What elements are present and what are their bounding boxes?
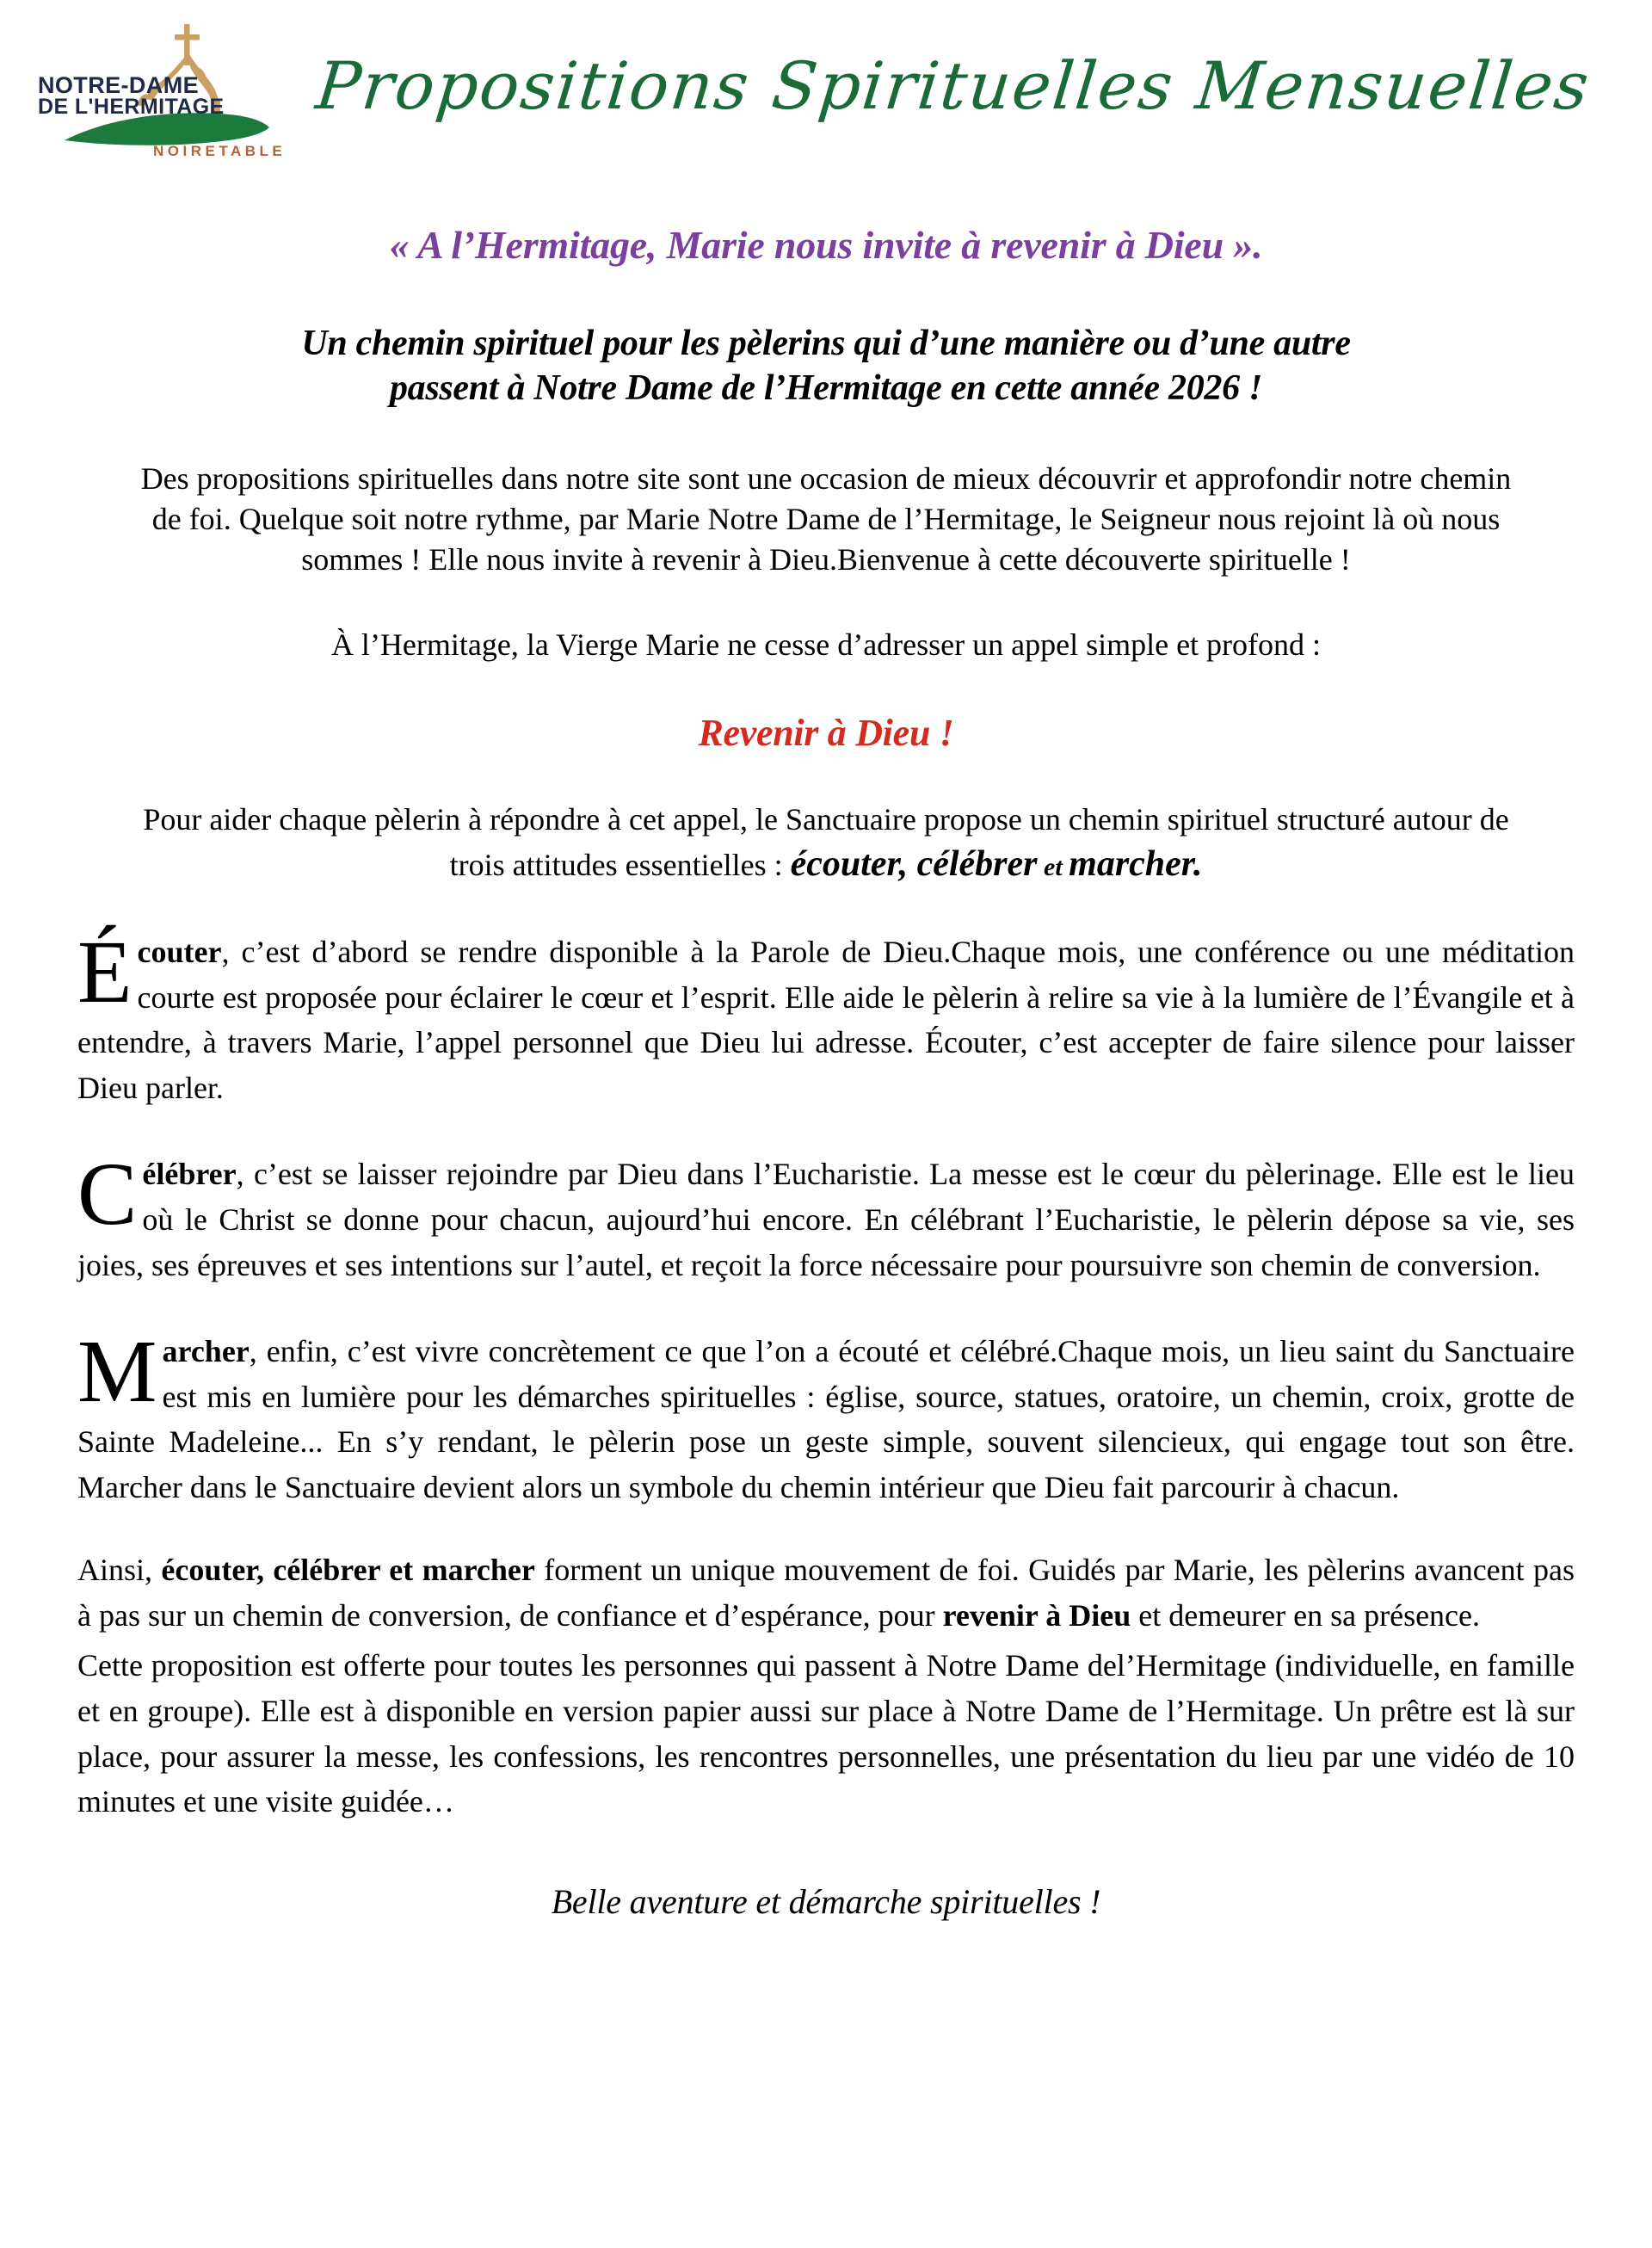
lead-word-celebrer: élébrer	[142, 1157, 237, 1192]
attitude-conjunction: et	[1037, 852, 1069, 881]
dropcap-celebrer: C	[77, 1145, 138, 1244]
body-text-marcher: , enfin, c’est vivre concrètement ce que l’on a écouté et célébré.Chaque mois, un lieu saint du Sanctuaire est mis en lumière pour les démarches spirituelles : église, source, statues, oratoire, un chemin, croix, grotte de Sainte Madeleine... En s’y rendant, le pèlerin pose un geste simple, souvent silencieux, qui engage tout son être. Marcher dans le Sanctuaire devient alors un symbole du chemin intérieur que Dieu fait parcourir à chacun.	[77, 1334, 1575, 1504]
logo-line3-text: NOIRETABLE	[153, 143, 287, 159]
revenir-a-dieu-callout	[0, 711, 1652, 755]
document-header	[0, 0, 1652, 172]
logo-line2-text: DE L'HERMITAGE	[38, 95, 225, 119]
paragraph-informations-pratiques: Cette proposition est offerte pour toutes les personnes qui passent à Notre Dame del’Hermitage (individuelle, en famille et en groupe). Elle est à disponible en version papier aussi sur place à Notre Dame de l’Hermitage. Un prêtre est là sur place, pour assurer la messe, les confessions, les rencontres personnelles, une présentation du lieu par une vidéo de 10 minutes et une visite guidée…	[77, 1648, 1575, 1819]
synthese-bold-revenir: revenir à Dieu	[942, 1597, 1131, 1633]
three-attitudes-emphasis	[791, 844, 1203, 884]
dropcap-ecouter: É	[77, 923, 133, 1022]
lead-word-marcher: archer	[162, 1334, 250, 1369]
revenir-a-dieu-text: Revenir à Dieu	[698, 712, 931, 755]
subtitle-line-2: passent à Notre Dame de l’Hermitage en cette année 2026 !	[389, 368, 1263, 409]
paragraph-ecouter	[77, 923, 1575, 1110]
paragraph-marcher	[77, 1322, 1575, 1510]
synthese-bold-attitudes: écouter, célébrer et marcher	[161, 1553, 535, 1588]
paragraph-synthese	[77, 1547, 1575, 1638]
synthese-text-c: et demeurer en sa présence.	[1131, 1597, 1481, 1633]
three-attitudes-lead-in	[120, 800, 1532, 888]
intro-paragraph: Des propositions spirituelles dans notre site sont une occasion de mieux découvrir et approfondir notre chemin de foi. Quelque soit notre rythme, par Marie Notre Dame de l’Hermitage, le Seigneur nous rejoint là où nous sommes ! Elle nous invite à revenir à Dieu.Bienvenue à cette découverte spirituelle !	[140, 461, 1512, 577]
document-title: Propositions Spirituelles Mensuelles	[312, 47, 1594, 124]
synthese-text-a: Ainsi,	[77, 1553, 162, 1588]
closing-line: Belle aventure et démarche spirituelles !	[551, 1881, 1101, 1921]
subtitle-line-1: Un chemin spirituel pour les pèlerins qui d’une manière ou d’une autre	[301, 324, 1351, 363]
body-text-celebrer: , c’est se laisser rejoindre par Dieu dans l’Eucharistie. La messe est le cœur du pèlerinage. Elle est le lieu où le Christ se donne pour chacun, aujourd’hui encore. En célébrant l’Eucharistie, le pèlerin dépose sa vie, ses joies, ses épreuves et ses intentions sur l’autel, et reçoit la force nécessaire pour poursuivre son chemin de conversion.	[77, 1157, 1575, 1282]
logo-line1-text: NOTRE-DAME	[38, 72, 199, 98]
lead-in-prefix-text: Pour aider chaque pèlerin à répondre à cet appel, le Sanctuaire propose un chemin spirituel structuré autour de trois attitudes essentielles :	[143, 802, 1509, 882]
body-text-ecouter: , c’est d’abord se rendre disponible à la Parole de Dieu.Chaque mois, une conférence ou une méditation courte est proposée pour éclairer le cœur et l’esprit. Elle aide le pèlerin à relire sa vie à la lumière de l’Évangile et à entendre, à travers Marie, l’appel personnel que Dieu lui adresse. Écouter, c’est accepter de faire silence pour laisser Dieu parler.	[77, 935, 1575, 1105]
attitude-marcher: marcher	[1069, 843, 1193, 884]
attitude-ecouter-celebrer: écouter, célébrer	[790, 843, 1038, 884]
paragraph-celebrer	[77, 1145, 1575, 1288]
synthese-text-b: forment un unique mouvement de foi. Guidés par Marie, les pèlerins avancent pas à pas sur un chemin de conversion, de confiance et d’espérance, pour	[77, 1553, 1575, 1633]
appel-line: À l’Hermitage, la Vierge Marie ne cesse d’adresser un appel simple et profond :	[330, 627, 1322, 662]
main-quote-heading: « A l’Hermitage, Marie nous invite à revenir à Dieu ».	[389, 223, 1263, 267]
revenir-a-dieu-exclamation: !	[930, 712, 954, 755]
logo-artwork	[15, 4, 317, 168]
dropcap-marcher: M	[77, 1322, 157, 1422]
attitude-period: .	[1193, 843, 1203, 884]
lead-word-ecouter: couter	[137, 935, 222, 970]
subtitle-block	[224, 321, 1428, 411]
notre-dame-hermitage-logo	[15, 4, 317, 168]
